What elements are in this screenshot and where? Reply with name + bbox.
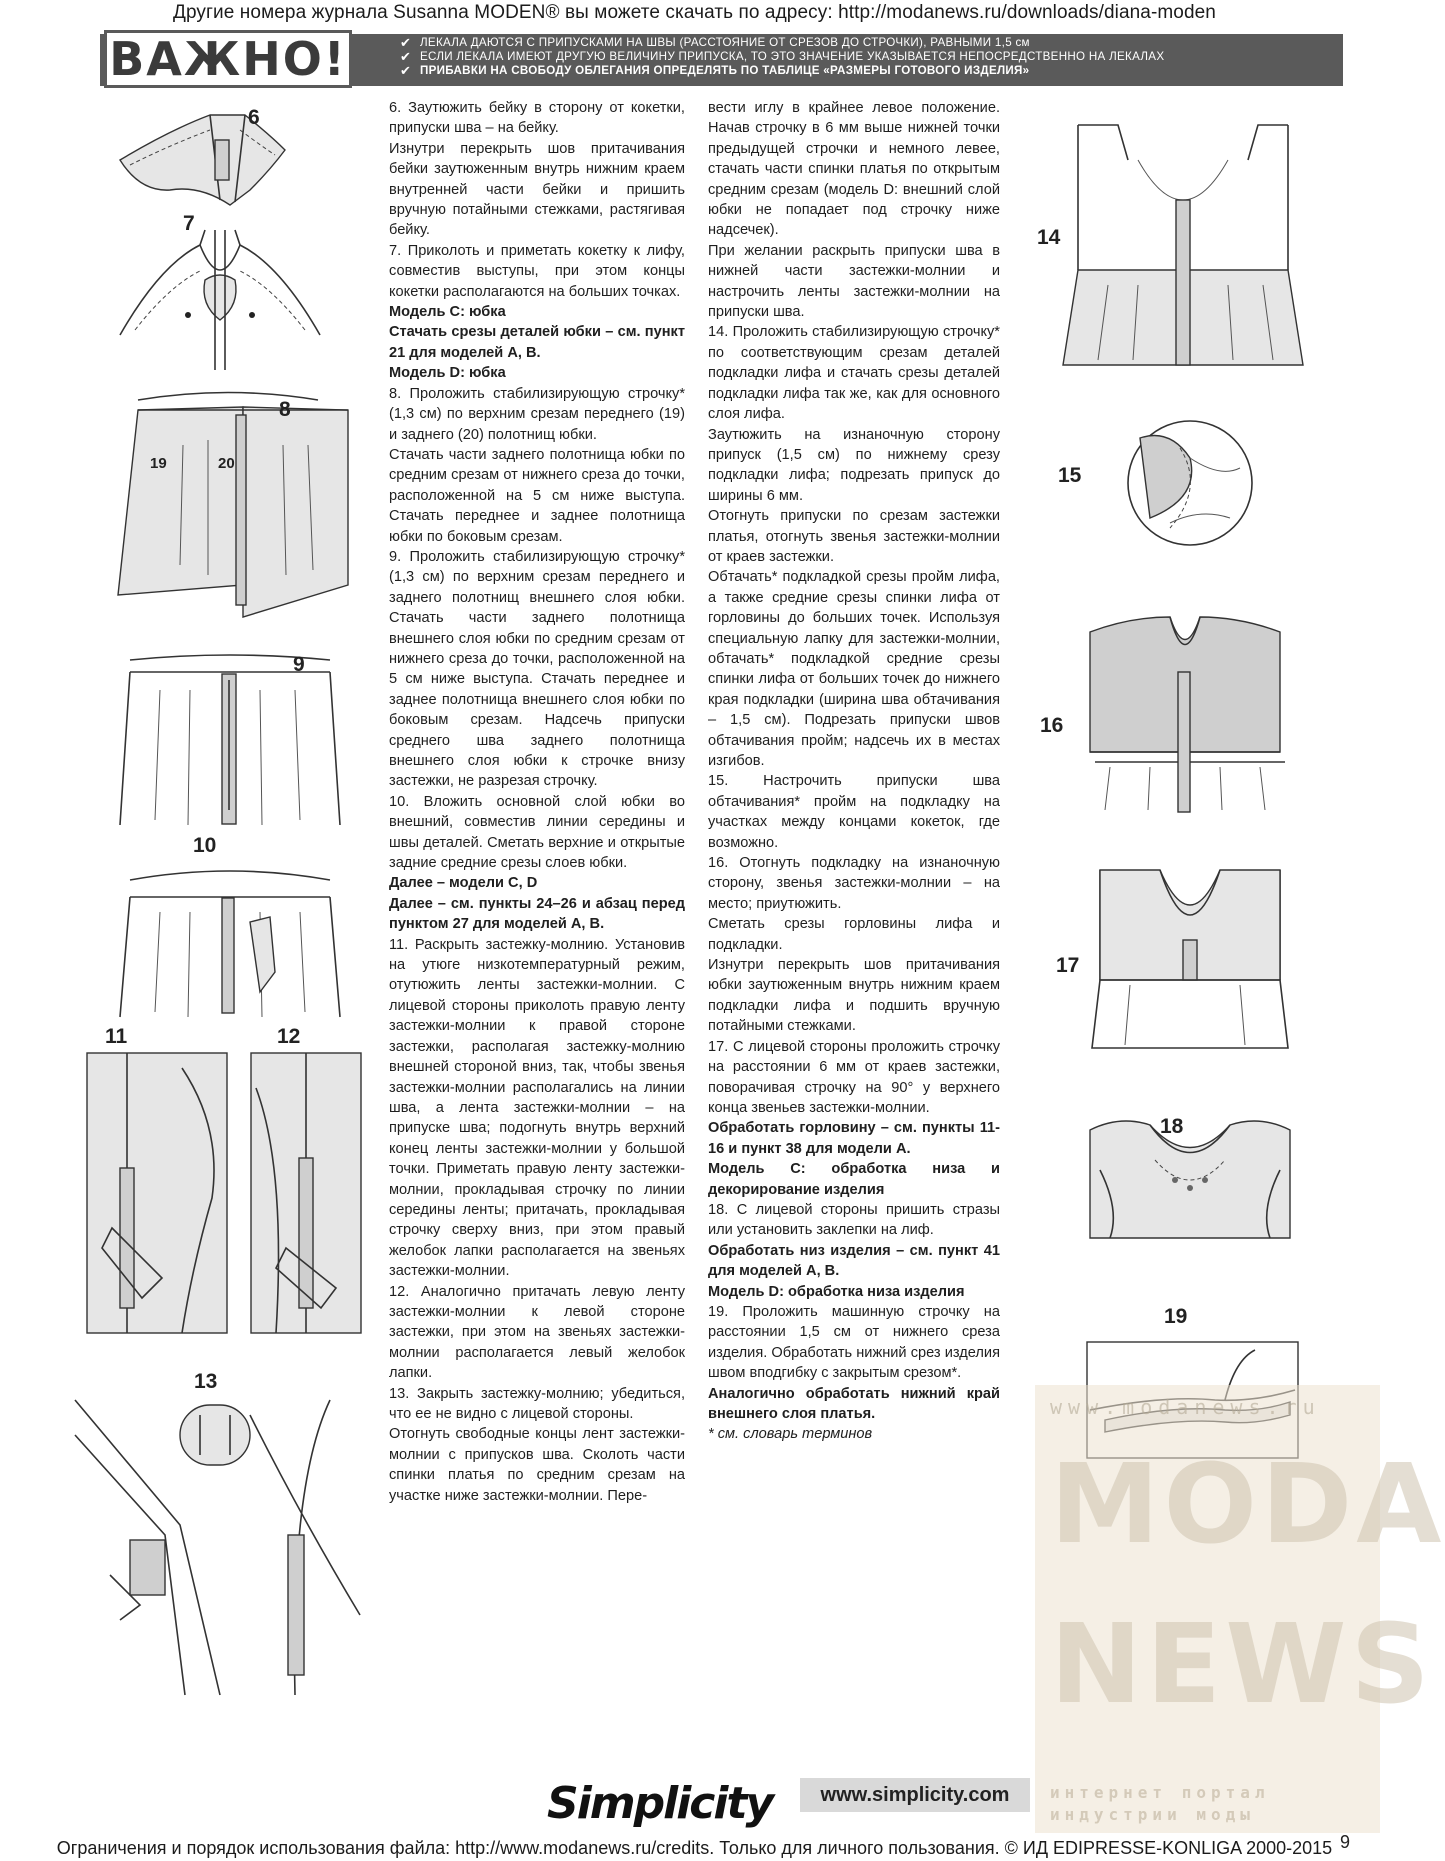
instruction-paragraph: Изнутри перекрыть шов притачивания бейки заутюженным внутрь нижним краем внутренней части бейки и пришить вручную потайными стежками, растягивая бейку.: [389, 140, 685, 239]
figure-18-sketch: [1080, 1110, 1300, 1240]
figure-11-sketch: [82, 1048, 232, 1338]
instruction-heading: Далее – модели С, D: [389, 875, 538, 892]
instruction-paragraph: Отогнуть припуски по срезам застежки платья, отогнуть звенья застежки-молнии от краев застежки.: [708, 508, 1000, 565]
figure-13-sketch: [70, 1395, 370, 1695]
figure-8-piece-20: 20: [218, 455, 235, 472]
figure-19-number: 19: [1164, 1305, 1188, 1328]
check-icon: ✔: [400, 35, 412, 50]
figure-14-sketch: [1058, 120, 1308, 365]
figure-12-sketch: [246, 1048, 366, 1338]
figure-15-number: 15: [1058, 464, 1082, 487]
instructions-column-1: [389, 98, 685, 1506]
figure-16-number: 16: [1040, 714, 1064, 737]
instruction-paragraph: 12. Аналогично притачать левую ленту застежки-молнии к левой стороне застежки, при этом на звеньях застежки-молнии располагается левый желобок лапки.: [389, 1283, 685, 1382]
instruction-paragraph: 11. Раскрыть застежку-молнию. Установив на утюге низкотемпературный режим, отутюжить ленты застежки-молнии. С лицевой стороны приколоть правую ленту застежки-молнии к правой стороне застежки, располагая застежку-молнию внешней стороной вниз, так, чтобы звенья застежки-молнии располагались на линии шва, а лента застежки-молнии – на припуске шва; подогнуть внутрь верхний конец ленты застежки-молнии у большой точки. Приметать правую ленту застежки-молнии, прокладывая строчку по линии середины ленты; притачать, прокладывая строчку сверху вниз, при этом правый желобок лапки располагается на звеньях застежки-молнии.: [389, 936, 685, 1280]
instruction-heading: Обработать низ изделия – см. пункт 41 для моделей А, В.: [708, 1242, 1000, 1280]
figure-6-sketch: [110, 110, 340, 220]
important-note-1: ✔ ЛЕКАЛА ДАЮТСЯ С ПРИПУСКАМИ НА ШВЫ (РАССТОЯНИЕ ОТ СРЕЗОВ ДО СТРОЧКИ), РАВНЫМИ 1,5 см: [400, 35, 1030, 50]
instruction-heading: Стачать срезы деталей юбки – см. пункт 21 для моделей А, В.: [389, 324, 685, 361]
figure-14-number: 14: [1037, 226, 1061, 249]
figure-15-sketch: [1110, 418, 1270, 548]
usage-restrictions-note: Ограничения и порядок использования файла: http://www.modanews.ru/credits. Только для личного пользования. © ИД EDIPRESSE-KONLIGA 2000-2015: [56, 1838, 1333, 1858]
instructions-column-2: [708, 98, 1000, 1445]
instruction-heading: Модель D: обработка низа изделия: [708, 1283, 965, 1300]
instruction-heading: Обработать горловину – см. пункты 11-16 и пункт 38 для модели А.: [708, 1120, 1000, 1157]
instruction-paragraph: Изнутри перекрыть шов притачивания юбки заутюженным внутрь нижним краем подкладки лифа и подшить вручную потайными стежками.: [708, 957, 1000, 1035]
instruction-paragraph: 18. С лицевой стороны пришить стразы или установить заклепки на лиф.: [708, 1201, 1000, 1239]
watermark-tagline: интернет портал индустрии моды: [1050, 1783, 1270, 1824]
watermark-url: www.modanews.ru: [1050, 1395, 1321, 1419]
important-title-box: [104, 30, 352, 88]
figure-17-number: 17: [1056, 954, 1080, 977]
check-icon: ✔: [400, 63, 412, 78]
figure-13-number: 13: [194, 1370, 218, 1393]
figure-8-sketch: [108, 385, 358, 625]
instruction-paragraph: Отогнуть свободные концы лент застежки-молнии с припусков шва. Сколоть части спинки платья по средним срезам на участке ниже застежки-молнии. Пере-: [389, 1426, 685, 1504]
figure-8-number: 8: [279, 398, 291, 421]
figure-7-number: 7: [183, 212, 195, 235]
important-note-2: ✔ ЕСЛИ ЛЕКАЛА ИМЕЮТ ДРУГУЮ ВЕЛИЧИНУ ПРИПУСКА, ТО ЭТО ЗНАЧЕНИЕ УКАЗЫВАЕТСЯ НЕПОСРЕДСТВЕННО НА ЛЕКАЛАХ: [400, 49, 1165, 64]
instruction-paragraph: 7. Приколоть и приметать кокетку к лифу, совместив выступы, при этом концы кокетки располагаются на больших точках.: [389, 242, 685, 300]
figure-10-number: 10: [193, 834, 217, 857]
instruction-paragraph: При желании раскрыть припуски шва в нижней части застежки-молнии и настрочить ленты застежки-молнии на припуски шва.: [708, 242, 1000, 321]
important-notes: [400, 36, 1330, 78]
instruction-paragraph: 6. Заутюжить бейку в сторону от кокетки, припуски шва – на бейку.: [389, 100, 685, 137]
figure-11-number: 11: [105, 1025, 128, 1048]
download-url-line: Другие номера журнала Susanna MODEN® вы можете скачать по адресу: http://modanews.ru/downloads/diana-moden: [173, 2, 1216, 23]
instruction-heading: Модель С: обработка низа и декорирование изделия: [708, 1161, 1000, 1198]
instruction-paragraph: 15. Настрочить припуски шва обтачивания* пройм на подкладку на участках между концами кокеток, где возможно.: [708, 773, 1000, 851]
figure-7-sketch: [110, 225, 340, 375]
simplicity-logo: Simplicity: [547, 1778, 773, 1829]
instruction-paragraph: вести иглу в крайнее левое положение. Начав строчку в 6 мм выше нижней точки предыдущей строчки и немного левее, стачать части спинки платья по открытым средним срезам (модель D: внешний слой юбки не попадает под строчку ниже надсечек).: [708, 100, 1000, 239]
instruction-paragraph: 17. С лицевой стороны проложить строчку на расстоянии 6 мм от краев застежки, поворачивая строчку на 90° у верхнего конца звеньев застежки-молнии.: [708, 1038, 1000, 1116]
instruction-paragraph: Заутюжить на изнаночную сторону припуск (1,5 см) по нижнему срезу подкладки лифа; подрезать припуск до ширины 6 мм.: [708, 426, 1000, 504]
instruction-paragraph: 9. Проложить стабилизирующую строчку* (1,3 см) по верхним срезам переднего и заднего полотнищ внешнего слоя юбки. Стачать части заднего полотнища внешнего слоя юбки по средним срезам от нижнего среза до точки, расположенной на 5 см ниже выступа. Стачать переднее и заднее полотнища внешнего слоя юбки по боковым срезам. Надсечь припуски среднего шва заднего полотнища внешнего слоя юбки к строчке внизу застежки, не разрезая строчку.: [389, 548, 685, 790]
instruction-paragraph: 19. Проложить машинную строчку на расстоянии 1,5 см от нижнего среза изделия. Обработать нижний срез изделия швом вподгибку с закрытым срезом*.: [708, 1303, 1000, 1382]
figure-10-sketch: [110, 862, 350, 1022]
figure-9-sketch: [110, 650, 350, 830]
instruction-paragraph: Стачать части заднего полотнища юбки по средним срезам от нижнего среза до точки, расположенной на 5 см ниже выступа. Стачать переднее и заднее полотнища юбки по боковым срезам.: [389, 446, 685, 545]
instruction-paragraph: 16. Отогнуть подкладку на изнаночную сторону, звенья застежки-молнии – на место; приутюжить.: [708, 855, 1000, 912]
instruction-paragraph: 8. Проложить стабилизирующую строчку* (1,3 см) по верхним срезам переднего (19) и заднего (20) полотнищ юбки.: [389, 385, 685, 443]
important-note-3: ✔ ПРИБАВКИ НА СВОБОДУ ОБЛЕГАНИЯ ОПРЕДЕЛЯТЬ ПО ТАБЛИЦЕ «РАЗМЕРЫ ГОТОВОГО ИЗДЕЛИЯ»: [400, 63, 1030, 78]
check-icon: ✔: [400, 49, 412, 64]
figure-9-number: 9: [293, 653, 305, 676]
important-title: ВАЖНО!: [109, 32, 347, 86]
instruction-heading: Модель С: юбка: [389, 304, 506, 321]
instruction-paragraph: * см. словарь терминов: [708, 1426, 873, 1443]
instruction-paragraph: Сметать срезы горловины лифа и подкладки.: [708, 916, 1000, 953]
instruction-heading: Модель D: юбка: [389, 365, 506, 382]
figure-16-sketch: [1070, 612, 1300, 812]
figure-8-piece-19: 19: [150, 455, 167, 472]
figure-6-number: 6: [248, 106, 260, 129]
figure-12-number: 12: [277, 1025, 301, 1048]
instruction-paragraph: Обтачать* подкладкой срезы пройм лифа, а также средние срезы спинки лифа от горловины до больших точек. Используя специальную лапку для застежки-молнии, обтачать* подкладкой средние срезы спинки лифа от больших точек до нижнего края подкладки (ширина шва обтачивания – 1,5 см). Подрезать припуски швов обтачивания пройм; надсечь их в местах изгибов.: [708, 569, 1000, 769]
watermark-word-moda: MODA: [1050, 1440, 1445, 1568]
watermark-word-news: NEWS: [1050, 1600, 1434, 1728]
figure-18-number: 18: [1160, 1115, 1184, 1138]
instruction-heading: Аналогично обработать нижний край внешнего слоя платья.: [708, 1385, 1000, 1422]
instruction-heading: Далее – см. пункты 24–26 и абзац перед пунктом 27 для моделей А, В.: [389, 895, 685, 933]
instruction-paragraph: 13. Закрыть застежку-молнию; убедиться, что ее не видно с лицевой стороны.: [389, 1385, 685, 1422]
instruction-paragraph: 10. Вложить основной слой юбки во внешний, совместив линии середины и швы деталей. Сметать верхние и открытые задние средние срезы слоев юбки.: [389, 793, 685, 872]
figure-17-sketch: [1090, 860, 1290, 1050]
simplicity-url[interactable]: www.simplicity.com: [820, 1783, 1010, 1806]
simplicity-url-box: [800, 1778, 1030, 1812]
instruction-paragraph: 14. Проложить стабилизирующую строчку* по соответствующим срезам деталей подкладки лифа и стачать срезы деталей подкладки лифа так же, как для основного слоя лифа.: [708, 324, 1000, 423]
page-number: 9: [1340, 1832, 1351, 1852]
